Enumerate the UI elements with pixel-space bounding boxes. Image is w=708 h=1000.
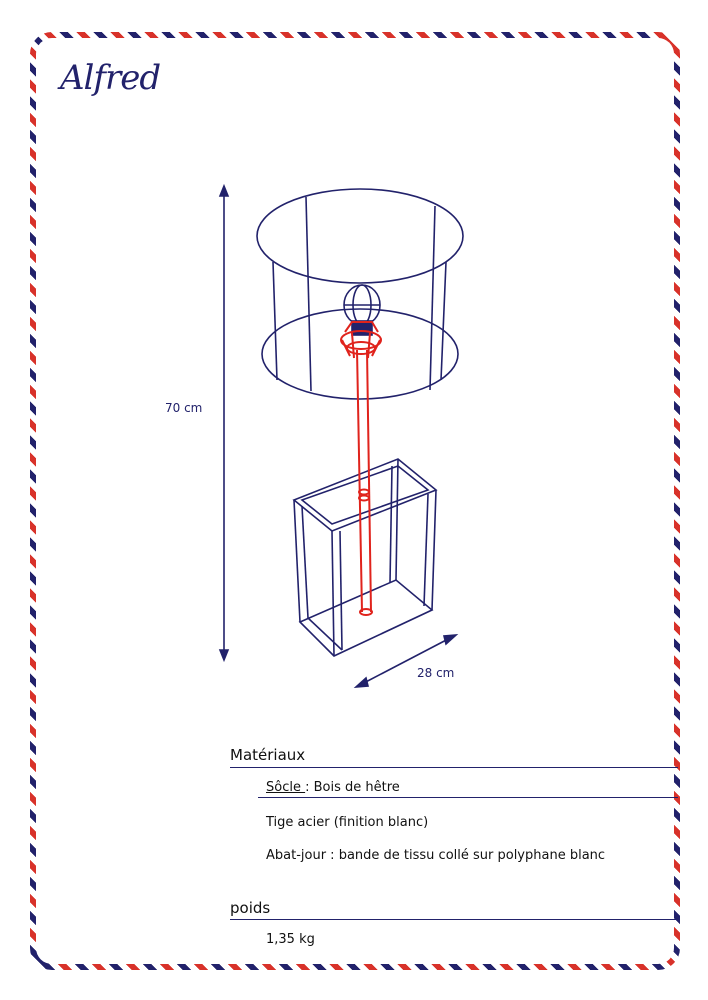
abat-jour-line: Abat-jour : bande de tissu collé sur polyphane blanc — [266, 848, 606, 863]
arrow-up-icon — [220, 186, 228, 196]
socle-value: Bois de hêtre — [313, 780, 400, 795]
arrow-down-icon — [220, 650, 228, 660]
weight-heading: poids — [230, 899, 271, 917]
socle-separator: : — [305, 780, 314, 795]
height-label: 70 cm — [165, 401, 203, 415]
base-bottom — [300, 580, 432, 656]
materials-divider — [230, 767, 678, 768]
width-label: 28 cm — [417, 666, 455, 680]
weight-divider — [230, 919, 678, 920]
brand-logo: Alfred — [60, 58, 161, 98]
socle-label: Sôcle — [266, 780, 306, 795]
socket-icon — [352, 321, 372, 335]
socle-divider — [258, 797, 678, 798]
materials-heading: Matériaux — [230, 746, 306, 764]
arrow-left-icon — [356, 678, 368, 687]
weight-value: 1,35 kg — [266, 932, 315, 947]
socle-line — [266, 780, 400, 795]
shade-top-ellipse — [257, 189, 463, 283]
arrow-right-icon — [444, 635, 456, 644]
tige-line: Tige acier (finition blanc) — [266, 815, 429, 830]
